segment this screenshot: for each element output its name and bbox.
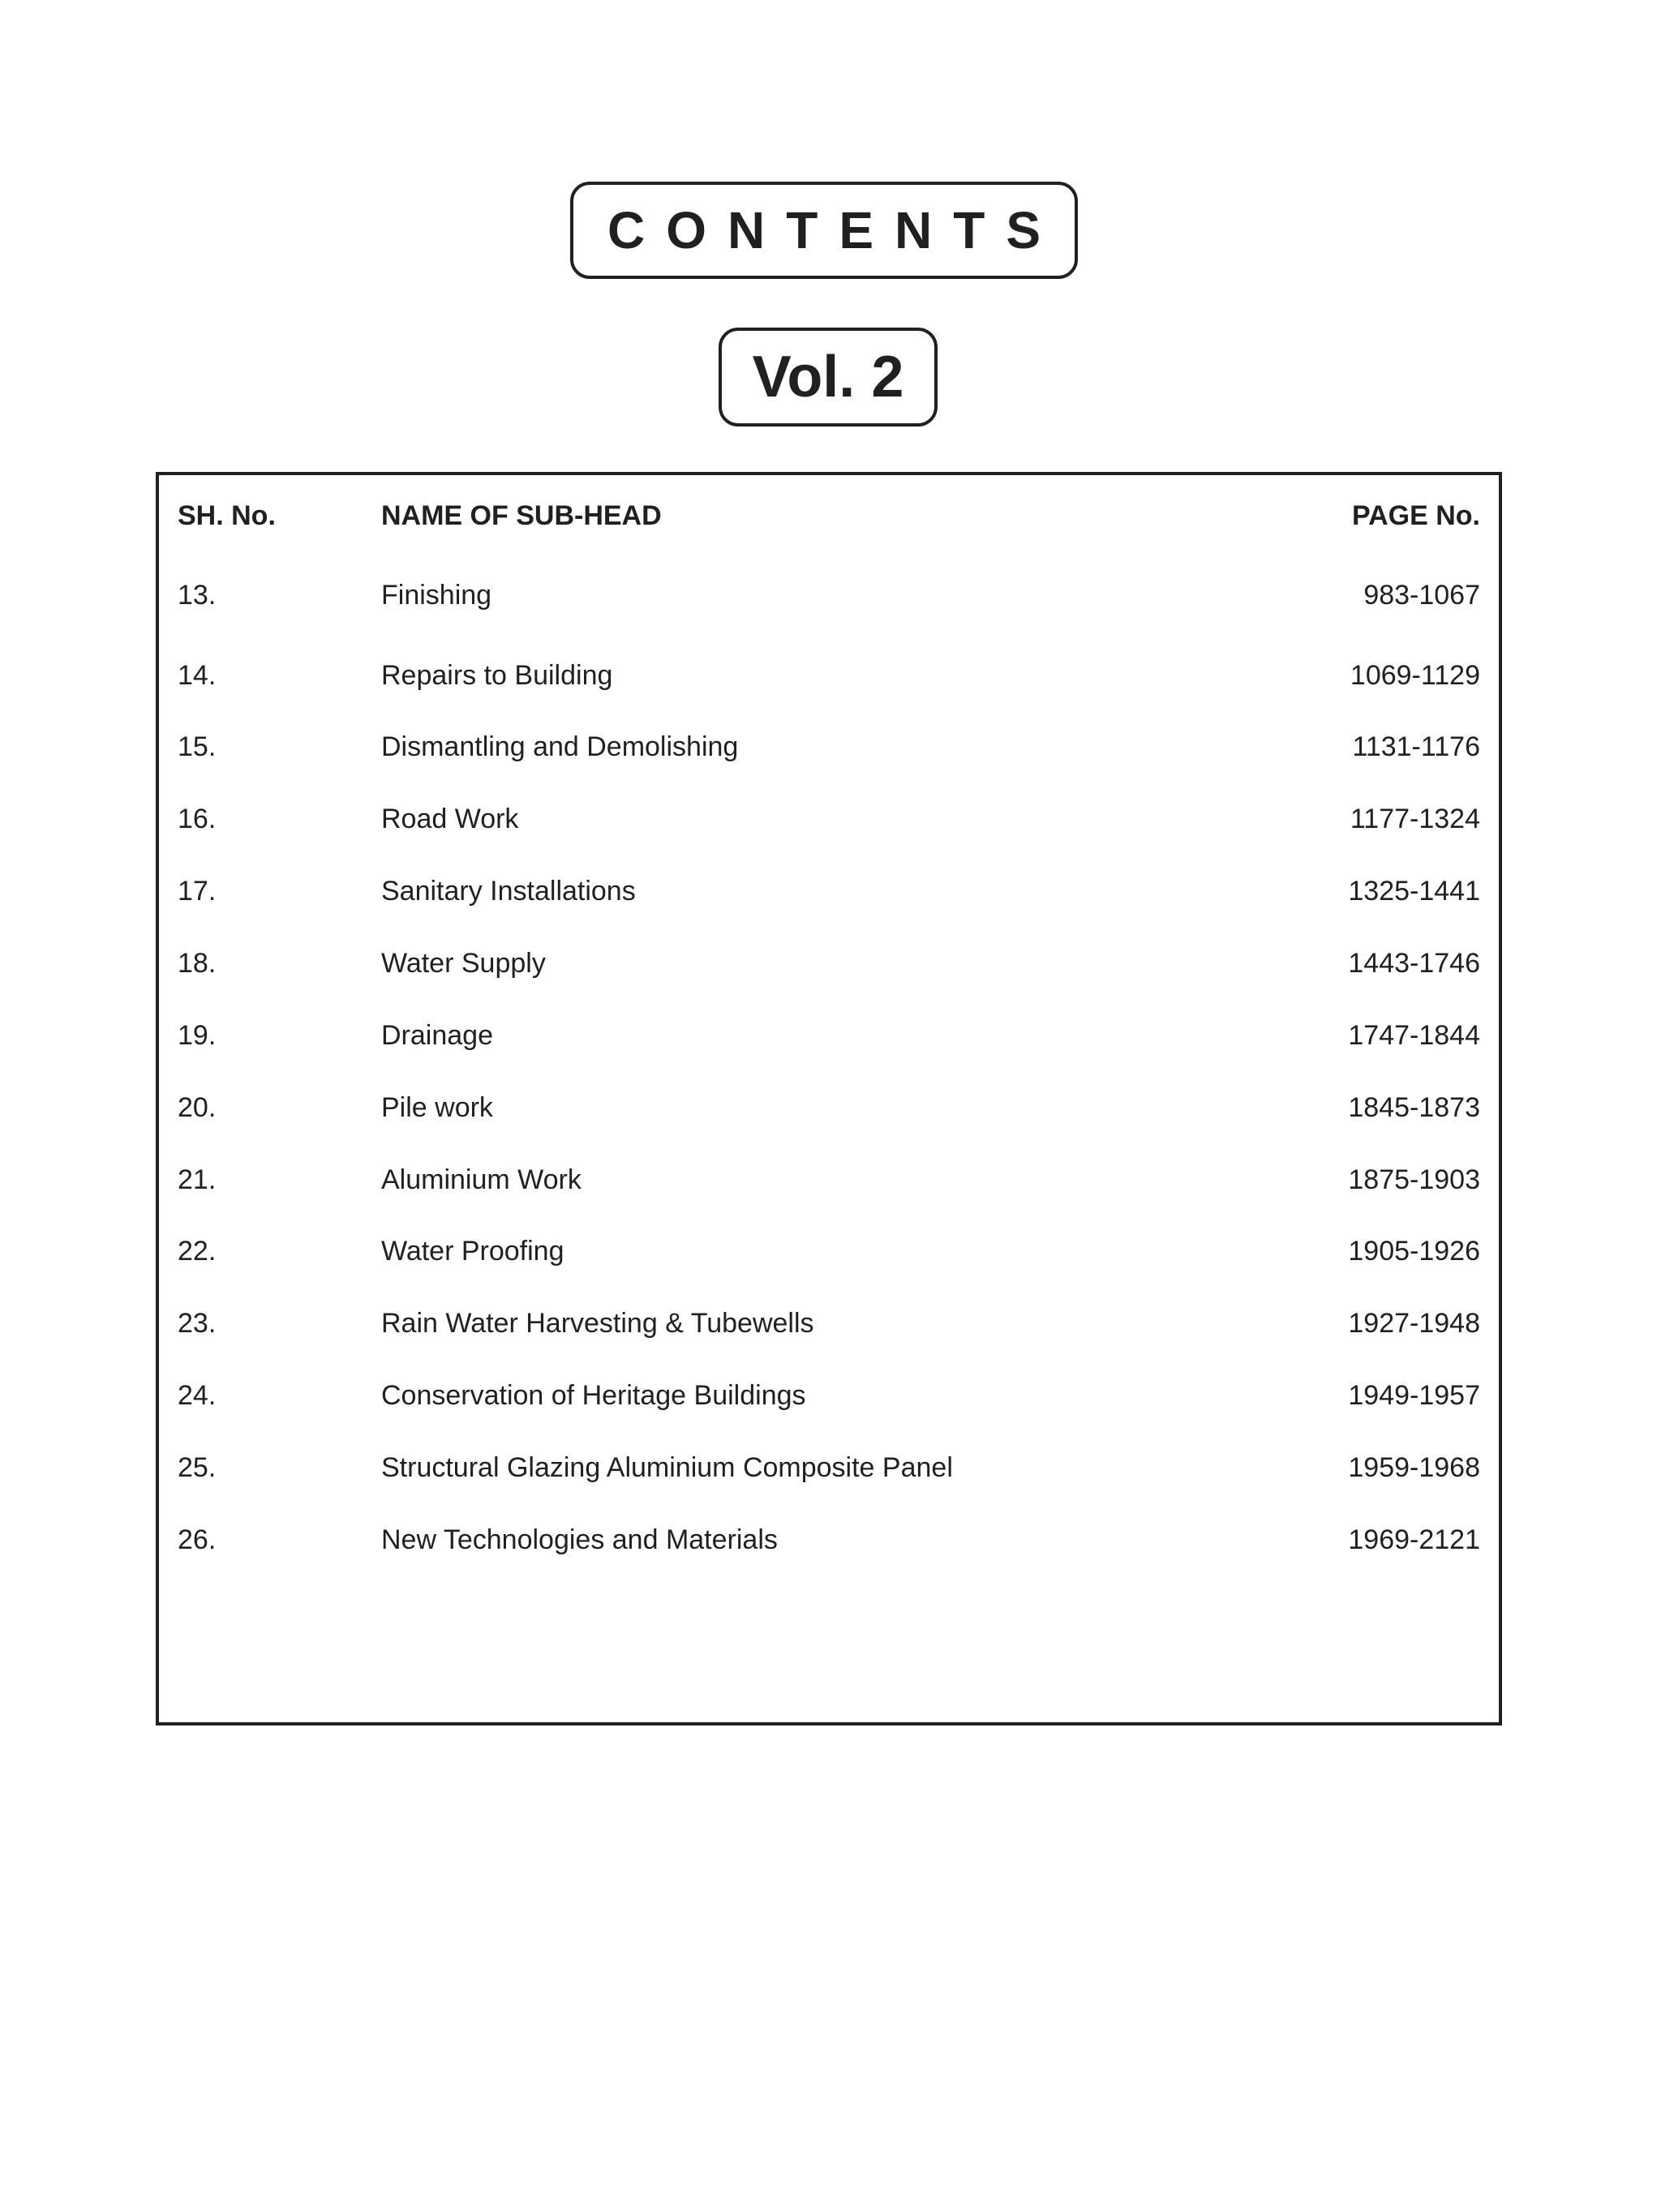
contents-title: CONTENTS [607, 201, 1062, 259]
row-page-range: 1969-2121 [1348, 1524, 1480, 1555]
row-sh-no: 13. [178, 580, 217, 611]
table-row [159, 722, 1499, 771]
header-page-no: PAGE No. [1351, 500, 1480, 531]
row-sh-no: 24. [178, 1380, 217, 1411]
table-row [159, 867, 1499, 915]
row-sh-no: 17. [178, 876, 217, 907]
table-row [159, 1515, 1499, 1564]
volume-label: Vol. 2 [752, 345, 904, 409]
row-sub-head-name: Dismantling and Demolishing [381, 731, 739, 762]
table-header-row [159, 491, 1499, 540]
row-sh-no: 18. [178, 948, 217, 979]
row-sh-no: 23. [178, 1308, 217, 1339]
row-page-range: 1177-1324 [1350, 804, 1480, 834]
table-row [159, 795, 1499, 843]
row-sub-head-name: Road Work [381, 804, 519, 834]
row-sh-no: 15. [178, 731, 217, 762]
row-page-range: 983-1067 [1363, 580, 1480, 611]
row-sub-head-name: Sanitary Installations [381, 876, 636, 907]
table-row [159, 1299, 1499, 1348]
row-sub-head-name: Rain Water Harvesting & Tubewells [381, 1308, 814, 1339]
row-sub-head-name: Drainage [381, 1020, 493, 1051]
row-sh-no: 14. [178, 660, 217, 691]
row-sub-head-name: Conservation of Heritage Buildings [381, 1380, 806, 1411]
header-name-of-sub-head: NAME OF SUB-HEAD [381, 500, 662, 531]
table-row [159, 1227, 1499, 1275]
row-sub-head-name: Aluminium Work [381, 1164, 582, 1195]
header-sh-no: SH. No. [178, 500, 276, 531]
table-row [159, 1371, 1499, 1420]
row-sh-no: 22. [178, 1236, 217, 1267]
row-page-range: 1949-1957 [1348, 1380, 1480, 1411]
table-row [159, 1083, 1499, 1132]
row-sub-head-name: Water Supply [381, 948, 546, 979]
volume-box [719, 328, 938, 427]
row-sub-head-name: Repairs to Building [381, 660, 613, 691]
contents-title-box [570, 182, 1078, 279]
row-sub-head-name: Pile work [381, 1092, 493, 1123]
contents-table [156, 472, 1502, 1725]
row-page-range: 1747-1844 [1348, 1020, 1480, 1051]
row-page-range: 1959-1968 [1348, 1452, 1480, 1483]
row-sub-head-name: Water Proofing [381, 1236, 564, 1267]
row-sub-head-name: New Technologies and Materials [381, 1524, 778, 1555]
row-sub-head-name: Structural Glazing Aluminium Composite Panel [381, 1452, 953, 1483]
table-row [159, 651, 1499, 700]
row-page-range: 1875-1903 [1348, 1164, 1480, 1195]
row-sh-no: 19. [178, 1020, 217, 1051]
row-page-range: 1443-1746 [1348, 948, 1480, 979]
row-page-range: 1905-1926 [1348, 1236, 1480, 1267]
row-page-range: 1069-1129 [1350, 660, 1480, 691]
row-page-range: 1927-1948 [1348, 1308, 1480, 1339]
row-sub-head-name: Finishing [381, 580, 492, 611]
row-page-range: 1325-1441 [1348, 876, 1480, 907]
row-sh-no: 21. [178, 1164, 217, 1195]
table-row [159, 1011, 1499, 1060]
row-page-range: 1131-1176 [1352, 731, 1480, 762]
row-sh-no: 25. [178, 1452, 217, 1483]
table-row [159, 1155, 1499, 1204]
row-page-range: 1845-1873 [1348, 1092, 1480, 1123]
row-sh-no: 20. [178, 1092, 217, 1123]
table-row [159, 571, 1499, 619]
row-sh-no: 16. [178, 804, 217, 834]
table-row [159, 1443, 1499, 1492]
row-sh-no: 26. [178, 1524, 217, 1555]
table-row [159, 939, 1499, 988]
